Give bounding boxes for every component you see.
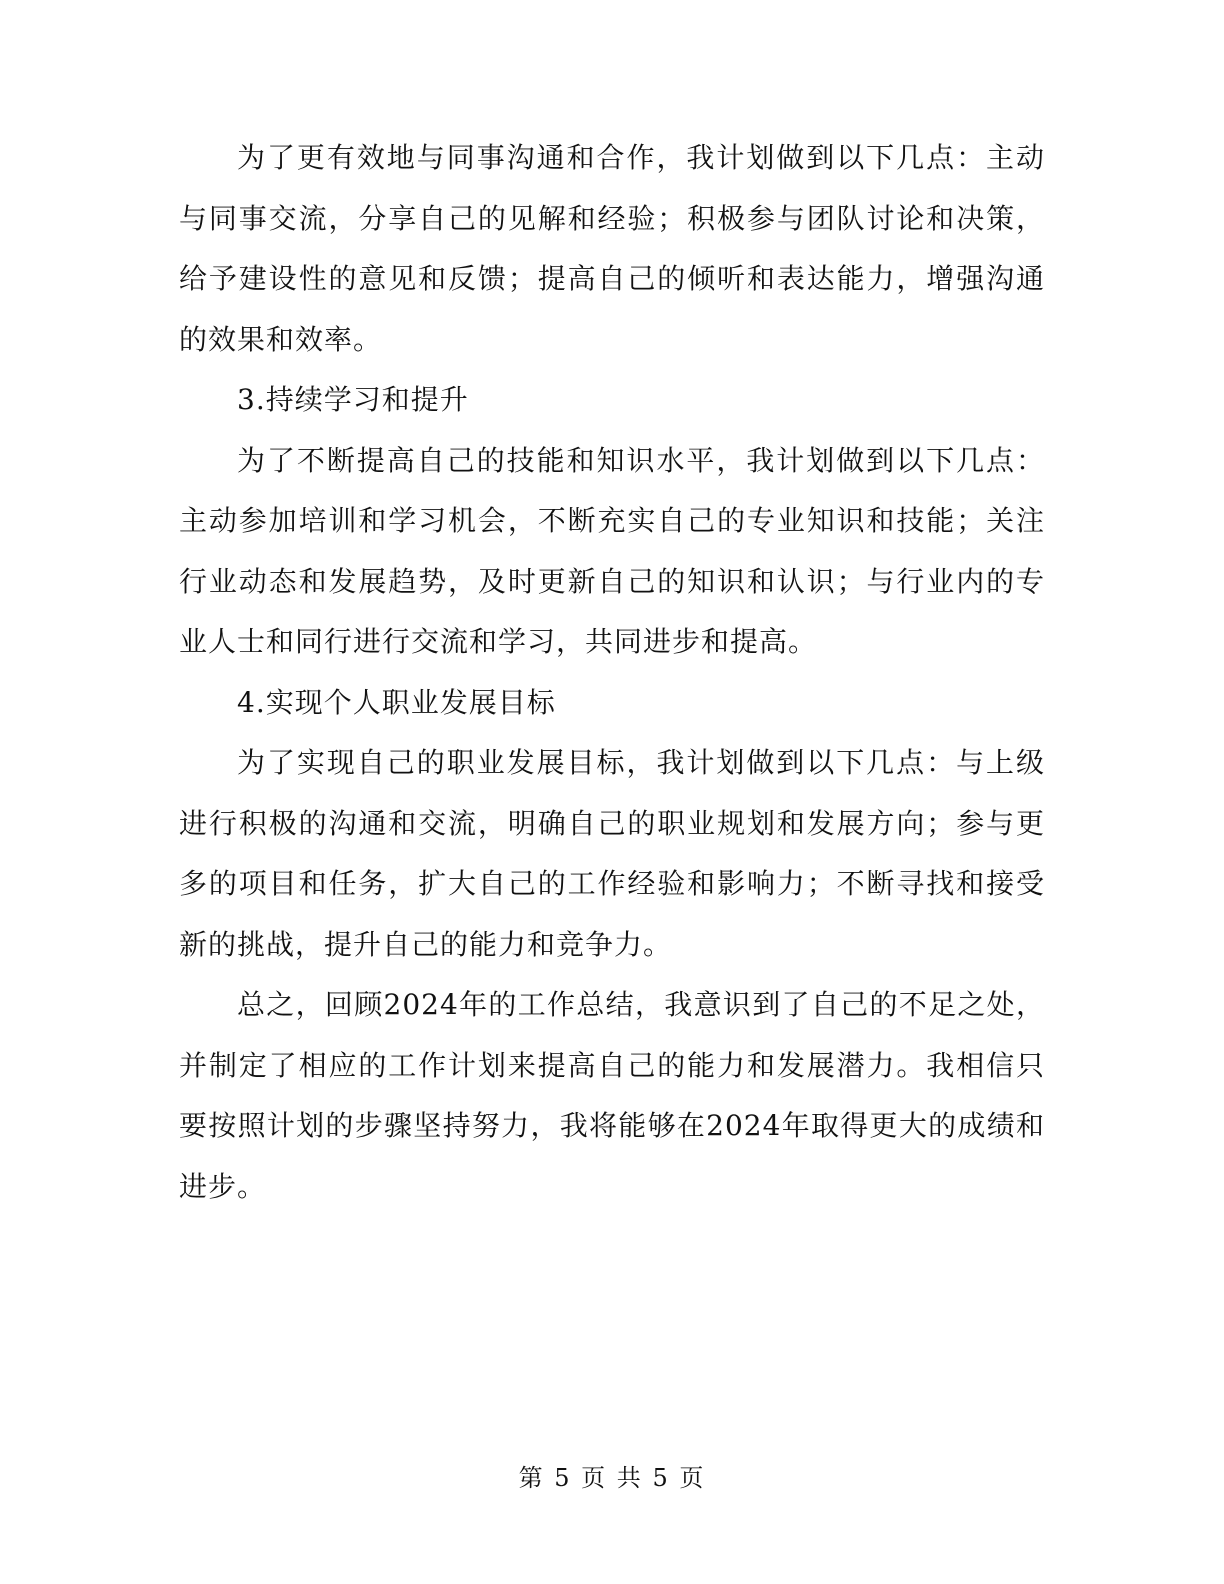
paragraph-career: 为了实现自己的职业发展目标，我计划做到以下几点：与上级进行积极的沟通和交流，明确自己的职业规划和发展方向；参与更多的项目和任务，扩大自己的工作经验和影响力；不断寻找和接受新的挑战，提升自己的能力和竞争力。 <box>179 746 1045 961</box>
document-body <box>179 128 1045 1217</box>
section-heading-career-goals: 4.实现个人职业发展目标 <box>237 685 556 719</box>
paragraph-learning: 为了不断提高自己的技能和知识水平，我计划做到以下几点：主动参加培训和学习机会，不断充实自己的专业知识和技能；关注行业动态和发展趋势，及时更新自己的知识和认识；与行业内的专业人士和同行进行交流和学习，共同进步和提高。 <box>179 443 1045 658</box>
paragraph-communication: 为了更有效地与同事沟通和合作，我计划做到以下几点：主动与同事交流，分享自己的见解和经验；积极参与团队讨论和决策，给予建设性的意见和反馈；提高自己的倾听和表达能力，增强沟通的效果和效率。 <box>179 141 1045 356</box>
page-number-footer: 第 5 页 共 5 页 <box>518 1464 706 1492</box>
paragraph-conclusion: 总之，回顾2024年的工作总结，我意识到了自己的不足之处，并制定了相应的工作计划来提高自己的能力和发展潜力。我相信只要按照计划的步骤坚持努力，我将能够在2024年取得更大的成绩和进步。 <box>179 988 1045 1203</box>
section-heading-continuous-learning: 3.持续学习和提升 <box>237 383 469 416</box>
